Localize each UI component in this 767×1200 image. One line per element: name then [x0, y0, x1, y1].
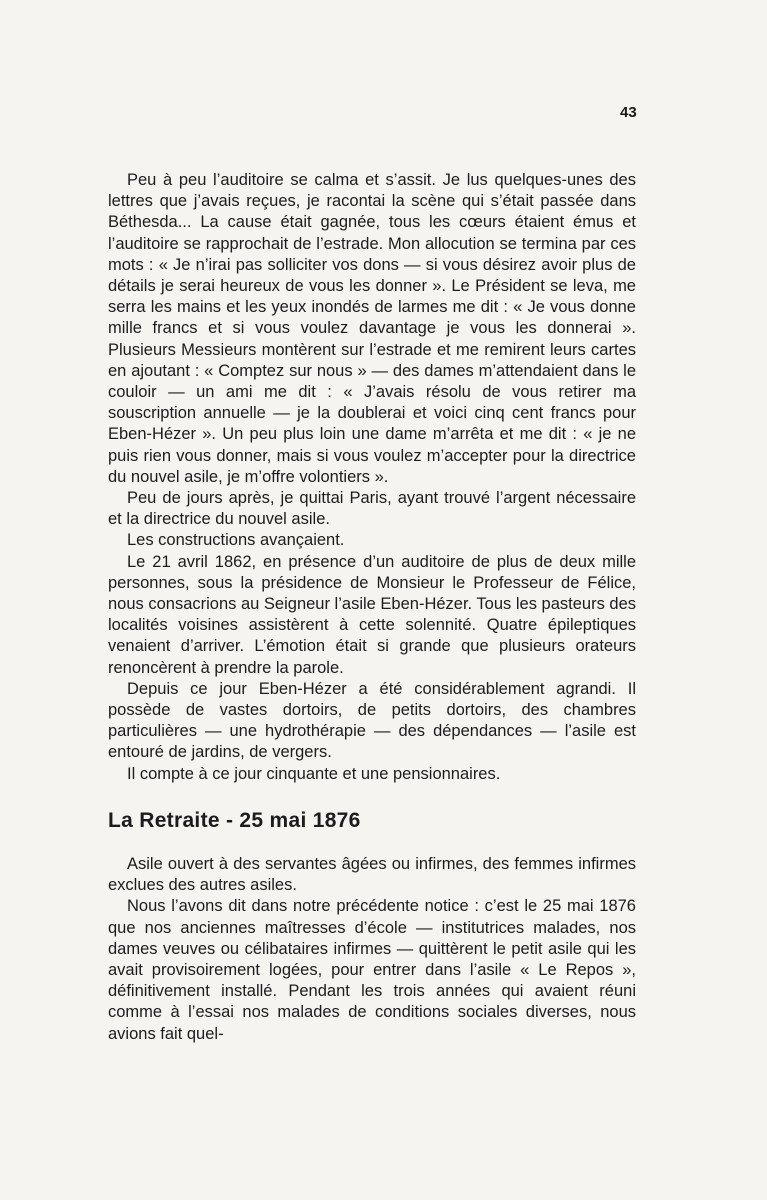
- paragraph-growth: Depuis ce jour Eben-Hézer a été considérablement agrandi. Il possède de vastes dortoirs, de petits dortoirs, des chambres particulières — une hydrothérapie — des dépendances — l’asile est entouré de jardins, de vergers.: [108, 679, 636, 762]
- paragraph-count: Il compte à ce jour cinquante et une pensionnaires.: [127, 764, 501, 783]
- paragraph-speech: Peu à peu l’auditoire se calma et s’assit. Je lus quelques-unes des lettres que j’avais reçues, je racontai la scène qui s’était passée dans Béthesda... La cause était gagnée, tous les cœurs étaient émus et l’auditoire se rapprochait de l’estrade. Mon allocution se termina par ces mots : « Je n’irai pas solliciter vos dons — si vous désirez avoir plus de détails je serai heureux de vous les donner ». Le Président se leva, me serra les mains et les yeux inondés de larmes me dit : « Je vous donne mille francs et si vous voulez davantage je vous les donnerai ». Plusieurs Messieurs montèrent sur l’estrade et me remirent leurs cartes en ajoutant : « Comptez sur nous » — des dames m’attendaient dans le couloir — un ami me dit : « J’avais résolu de vous retirer ma souscription annuelle — je la doublerai et voici cinq cent francs pour Eben-Hézer ». Un peu plus loin une dame m’arrêta et me dit : « je ne puis rien vous donner, mais si vous voulez m’accepter pour la directrice du nouvel asile, je m’offre volontiers ».: [108, 171, 636, 486]
- paragraph-purpose: Asile ouvert à des servantes âgées ou infirmes, des femmes infirmes exclues des autres asiles.: [108, 854, 636, 895]
- paragraph-constructions: Les constructions avançaient.: [127, 531, 345, 550]
- main-text: [108, 170, 636, 1045]
- paragraph-consecration: Le 21 avril 1862, en présence d’un auditoire de plus de deux mille personnes, sous la présidence de Monsieur le Professeur de Félice, nous consacrions au Seigneur l’asile Eben-Hézer. Tous les pasteurs des localités voisines assistèrent à cette solennité. Quatre épileptiques venaient d’arriver. L’émotion était si grande que plusieurs orateurs renoncèrent à prendre la parole.: [108, 552, 636, 677]
- page-number: 43: [620, 104, 637, 121]
- section-heading: La Retraite - 25 mai 1876: [108, 808, 361, 832]
- paragraph-departure: Peu de jours après, je quittai Paris, ayant trouvé l’argent nécessaire et la directrice du nouvel asile.: [108, 489, 636, 529]
- paragraph-history: Nous l’avons dit dans notre précédente notice : c’est le 25 mai 1876 que nos anciennes maîtresses d’école — institutrices malades, nos dames veuves ou célibataires infirmes — quittèrent le petit asile qui les avait provisoirement logées, pour entrer dans l’asile « Le Repos », définitivement installé. Pendant les trois années qui avaient réuni comme à l’essai nos malades de conditions sociales diverses, nous avions fait quel-: [108, 897, 636, 1043]
